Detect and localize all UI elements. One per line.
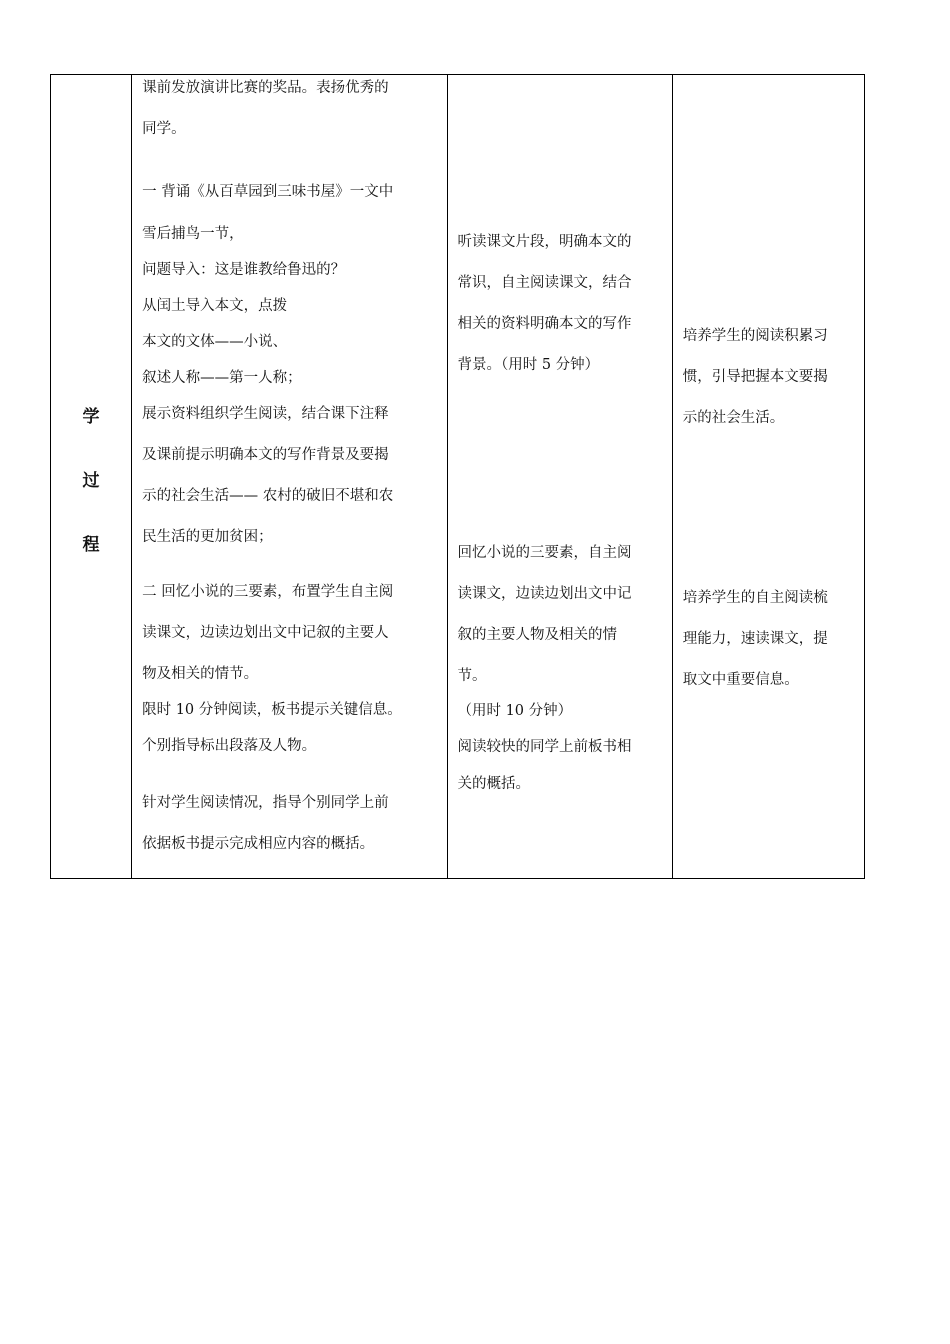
text-line: 听读课文片段，明确本文的 [457, 234, 632, 250]
student-paragraph-listen [457, 229, 631, 393]
text-line: 培养学生的阅读积累习 [682, 328, 828, 344]
text-line: 常识，自主阅读课文，结合 [457, 275, 632, 291]
section-label-char: 程 [82, 535, 100, 555]
text-line: 展示资料组织学生阅读，结合课下注释 [142, 406, 389, 422]
design-intent-cell [672, 75, 864, 879]
text-line: 从闰土导入本文，点拨 [142, 298, 288, 314]
text-line: 读课文，边读边划出文中记叙的主要人 [142, 625, 389, 641]
section-label-char: 学 [82, 407, 100, 427]
text-line: 二 回忆小说的三要素，布置学生自主阅 [142, 584, 394, 600]
lesson-process-table [50, 74, 865, 879]
section-label-char: 过 [82, 471, 100, 491]
text-line: 雪后捕鸟一节， [142, 226, 244, 242]
teacher-paragraph-guidance [142, 790, 389, 872]
text-line: 同学。 [142, 121, 186, 137]
text-line: 叙的主要人物及相关的情 [457, 627, 617, 643]
text-line: 及课前提示明确本文的写作背景及要揭 [142, 447, 389, 463]
student-paragraph-recall [457, 540, 631, 807]
section-label [51, 405, 131, 597]
text-line: 节。 [457, 668, 487, 684]
text-line: 示的社会生活—— 农村的破旧不堪和农 [142, 488, 394, 504]
teacher-activity-cell [132, 75, 448, 879]
text-line: 限时 10 分钟阅读，板书提示关键信息。 [142, 702, 402, 718]
student-activity-cell [448, 75, 672, 879]
text-line: 关的概括。 [457, 776, 530, 792]
table-row [51, 75, 865, 879]
text-line: 问题导入：这是谁教给鲁迅的？ [142, 262, 346, 278]
text-line: 理能力，速读课文，提 [682, 631, 828, 647]
text-line: 一 背诵《从百草园到三味书屋》一文中 [142, 184, 394, 200]
design-paragraph-reading-habit [683, 323, 828, 446]
text-line: 读课文，边读边划出文中记 [457, 586, 632, 602]
text-line: 回忆小说的三要素，自主阅 [457, 545, 632, 561]
section-label-cell [51, 75, 132, 879]
text-line: 培养学生的自主阅读梳 [682, 590, 828, 606]
text-line: 个别指导标出段落及人物。 [142, 738, 317, 754]
teacher-paragraph-intro [142, 179, 393, 565]
text-line: 示的社会生活。 [682, 410, 785, 426]
text-line: 民生活的更加贫困； [142, 529, 273, 545]
text-line: 背景。（用时 5 分钟） [457, 357, 600, 373]
text-line: 阅读较快的同学上前板书相 [457, 739, 632, 755]
teacher-paragraph-awards [142, 75, 389, 157]
design-paragraph-skimming [683, 585, 828, 708]
text-line: 课前发放演讲比赛的奖品。表扬优秀的 [142, 80, 389, 96]
text-line: 针对学生阅读情况，指导个别同学上前 [142, 795, 389, 811]
text-line: 物及相关的情节。 [142, 666, 259, 682]
text-line: 取文中重要信息。 [682, 672, 799, 688]
text-line: 依据板书提示完成相应内容的概括。 [142, 836, 375, 852]
text-line: 惯，引导把握本文要揭 [682, 369, 828, 385]
text-line: 相关的资料明确本文的写作 [457, 316, 632, 332]
text-line: 本文的文体——小说、 [142, 334, 288, 350]
text-line: 叙述人称——第一人称； [142, 370, 302, 386]
text-line: （用时 10 分钟） [457, 703, 573, 719]
teacher-paragraph-elements [142, 579, 402, 769]
